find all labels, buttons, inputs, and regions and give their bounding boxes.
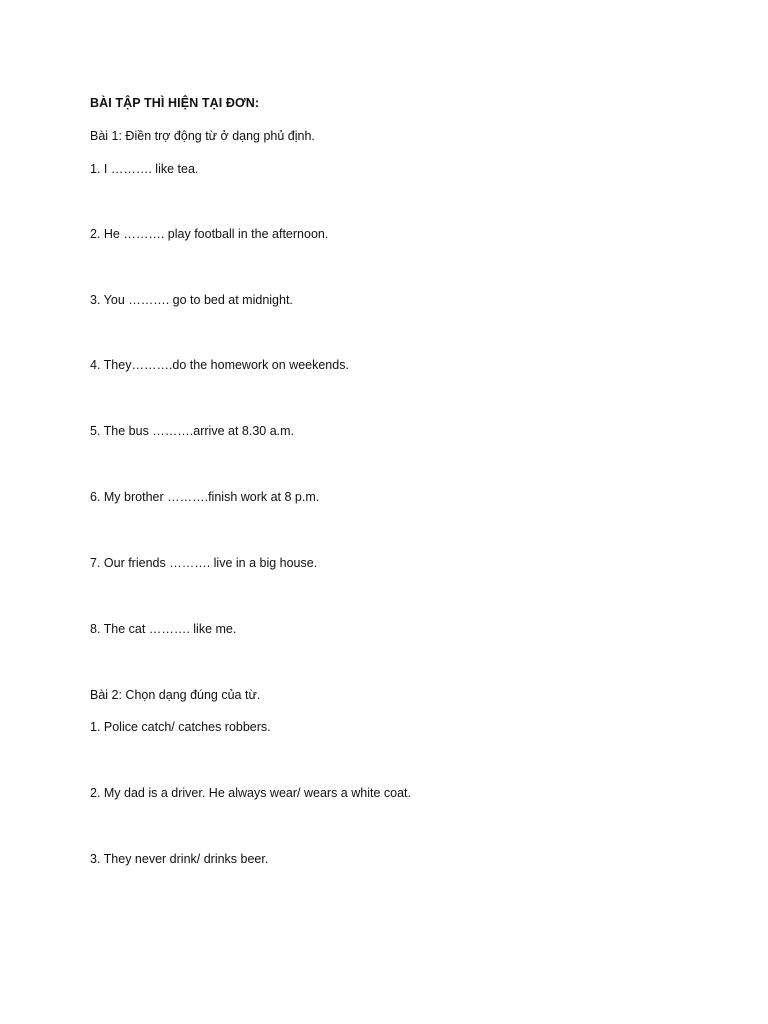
exercise-2-item-2: 2. My dad is a driver. He always wear/ wears a white coat. [90, 786, 411, 800]
exercise-2-item-3: 3. They never drink/ drinks beer. [90, 852, 269, 866]
exercise-1-item-1: 1. I ………. like tea. [90, 162, 199, 176]
exercise-1-item-7: 7. Our friends ………. live in a big house. [90, 556, 318, 570]
exercise-1-item-8: 8. The cat ………. like me. [90, 622, 237, 636]
page-title: BÀI TẬP THÌ HIỆN TẠI ĐƠN: [90, 96, 260, 110]
exercise-1-item-4: 4. They……….do the homework on weekends. [90, 358, 349, 372]
exercise-1-item-2: 2. He ………. play football in the afternoon. [90, 227, 329, 241]
exercise-1-item-6: 6. My brother ……….finish work at 8 p.m. [90, 490, 320, 504]
exercise-1-item-5: 5. The bus ……….arrive at 8.30 a.m. [90, 424, 295, 438]
exercise-1-item-3: 3. You ………. go to bed at midnight. [90, 293, 293, 307]
exercise-2-item-1: 1. Police catch/ catches robbers. [90, 720, 271, 734]
section-2-heading: Bài 2: Chọn dạng đúng của từ. [90, 688, 261, 702]
section-1-heading: Bài 1: Điền trợ động từ ở dạng phủ định. [90, 129, 315, 143]
